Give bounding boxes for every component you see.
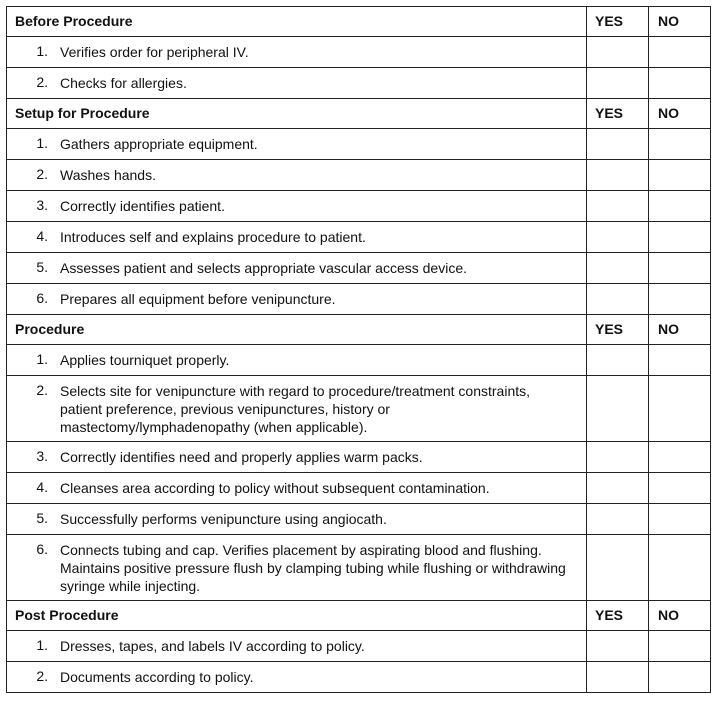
yes-checkbox-cell[interactable] xyxy=(587,68,649,99)
item-text: Dresses, tapes, and labels IV according to policy. xyxy=(60,638,365,654)
yes-checkbox-cell[interactable] xyxy=(587,376,649,442)
item-text: Prepares all equipment before venipuncture. xyxy=(60,291,336,307)
yes-checkbox-cell[interactable] xyxy=(587,345,649,376)
yes-column-header: YES xyxy=(587,601,649,631)
no-checkbox-cell[interactable] xyxy=(649,345,711,376)
yes-checkbox-cell[interactable] xyxy=(587,222,649,253)
yes-checkbox-cell[interactable] xyxy=(587,442,649,473)
checklist-item-row xyxy=(7,473,711,504)
item-number: 4. xyxy=(36,479,48,495)
checklist-item xyxy=(7,442,587,473)
checklist-item xyxy=(7,345,587,376)
checklist-item-row xyxy=(7,191,711,222)
section-title: Before Procedure xyxy=(7,7,587,37)
item-number: 6. xyxy=(36,290,48,306)
no-checkbox-cell[interactable] xyxy=(649,68,711,99)
checklist-item-row xyxy=(7,631,711,662)
checklist-item-row xyxy=(7,376,711,442)
item-text: Washes hands. xyxy=(60,167,156,183)
yes-checkbox-cell[interactable] xyxy=(587,504,649,535)
yes-checkbox-cell[interactable] xyxy=(587,129,649,160)
checklist-item-row xyxy=(7,345,711,376)
no-checkbox-cell[interactable] xyxy=(649,37,711,68)
item-text: Assesses patient and selects appropriate vascular access device. xyxy=(60,260,467,276)
checklist-item xyxy=(7,129,587,160)
yes-checkbox-cell[interactable] xyxy=(587,662,649,693)
checklist-table xyxy=(6,6,711,693)
no-column-header: NO xyxy=(649,315,711,345)
no-checkbox-cell[interactable] xyxy=(649,253,711,284)
yes-checkbox-cell[interactable] xyxy=(587,160,649,191)
checklist-item-row xyxy=(7,129,711,160)
item-number: 3. xyxy=(36,448,48,464)
item-text: Introduces self and explains procedure to patient. xyxy=(60,229,366,245)
item-number: 2. xyxy=(36,382,48,398)
section-title: Procedure xyxy=(7,315,587,345)
checklist-item xyxy=(7,160,587,191)
checklist-item-row xyxy=(7,68,711,99)
item-number: 5. xyxy=(36,510,48,526)
checklist-item xyxy=(7,473,587,504)
no-checkbox-cell[interactable] xyxy=(649,284,711,315)
yes-column-header: YES xyxy=(587,315,649,345)
section-title: Post Procedure xyxy=(7,601,587,631)
procedure-checklist xyxy=(6,6,710,693)
yes-column-header: YES xyxy=(587,99,649,129)
checklist-item xyxy=(7,253,587,284)
section-header xyxy=(7,7,711,37)
no-checkbox-cell[interactable] xyxy=(649,222,711,253)
item-text: Applies tourniquet properly. xyxy=(60,352,230,368)
checklist-item-row xyxy=(7,160,711,191)
no-checkbox-cell[interactable] xyxy=(649,473,711,504)
item-number: 2. xyxy=(36,74,48,90)
checklist-item xyxy=(7,191,587,222)
yes-checkbox-cell[interactable] xyxy=(587,191,649,222)
item-text: Checks for allergies. xyxy=(60,75,187,91)
checklist-item xyxy=(7,535,587,601)
no-column-header: NO xyxy=(649,99,711,129)
no-checkbox-cell[interactable] xyxy=(649,631,711,662)
checklist-item-row xyxy=(7,535,711,601)
checklist-item-row xyxy=(7,222,711,253)
yes-column-header: YES xyxy=(587,7,649,37)
section-header xyxy=(7,315,711,345)
no-checkbox-cell[interactable] xyxy=(649,129,711,160)
checklist-item-row xyxy=(7,662,711,693)
item-text: Correctly identifies need and properly applies warm packs. xyxy=(60,449,423,465)
item-number: 1. xyxy=(36,43,48,59)
item-text: Connects tubing and cap. Verifies placement by aspirating blood and flushing. Maintains positive pressure flush by clamping tubing while flushing or withdrawing syringe while injecting. xyxy=(60,542,566,594)
checklist-item xyxy=(7,284,587,315)
item-number: 1. xyxy=(36,637,48,653)
no-checkbox-cell[interactable] xyxy=(649,160,711,191)
checklist-item xyxy=(7,504,587,535)
section-title: Setup for Procedure xyxy=(7,99,587,129)
checklist-item-row xyxy=(7,442,711,473)
yes-checkbox-cell[interactable] xyxy=(587,253,649,284)
checklist-item xyxy=(7,37,587,68)
item-text: Documents according to policy. xyxy=(60,669,254,685)
checklist-item-row xyxy=(7,284,711,315)
no-column-header: NO xyxy=(649,7,711,37)
checklist-item-row xyxy=(7,253,711,284)
yes-checkbox-cell[interactable] xyxy=(587,284,649,315)
no-checkbox-cell[interactable] xyxy=(649,504,711,535)
item-text: Successfully performs venipuncture using angiocath. xyxy=(60,511,387,527)
yes-checkbox-cell[interactable] xyxy=(587,631,649,662)
item-number: 1. xyxy=(36,135,48,151)
checklist-item-row xyxy=(7,37,711,68)
section-header xyxy=(7,99,711,129)
no-checkbox-cell[interactable] xyxy=(649,191,711,222)
item-text: Verifies order for peripheral IV. xyxy=(60,44,249,60)
yes-checkbox-cell[interactable] xyxy=(587,535,649,601)
item-text: Gathers appropriate equipment. xyxy=(60,136,258,152)
item-number: 5. xyxy=(36,259,48,275)
section-header xyxy=(7,601,711,631)
item-text: Selects site for venipuncture with regard to procedure/treatment constraints, patient preference, previous venipunctures, history or mastectomy/lymphadenopathy (when applicable). xyxy=(60,383,531,435)
item-text: Correctly identifies patient. xyxy=(60,198,225,214)
no-checkbox-cell[interactable] xyxy=(649,535,711,601)
item-number: 2. xyxy=(36,166,48,182)
item-number: 1. xyxy=(36,351,48,367)
no-checkbox-cell[interactable] xyxy=(649,442,711,473)
checklist-item xyxy=(7,662,587,693)
yes-checkbox-cell[interactable] xyxy=(587,37,649,68)
checklist-body xyxy=(7,7,711,693)
item-number: 2. xyxy=(36,668,48,684)
checklist-item xyxy=(7,376,587,442)
checklist-item xyxy=(7,68,587,99)
item-number: 3. xyxy=(36,197,48,213)
item-number: 6. xyxy=(36,541,48,557)
item-number: 4. xyxy=(36,228,48,244)
checklist-item-row xyxy=(7,504,711,535)
checklist-item xyxy=(7,631,587,662)
item-text: Cleanses area according to policy without subsequent contamination. xyxy=(60,480,490,496)
no-column-header: NO xyxy=(649,601,711,631)
checklist-item xyxy=(7,222,587,253)
no-checkbox-cell[interactable] xyxy=(649,662,711,693)
yes-checkbox-cell[interactable] xyxy=(587,473,649,504)
no-checkbox-cell[interactable] xyxy=(649,376,711,442)
